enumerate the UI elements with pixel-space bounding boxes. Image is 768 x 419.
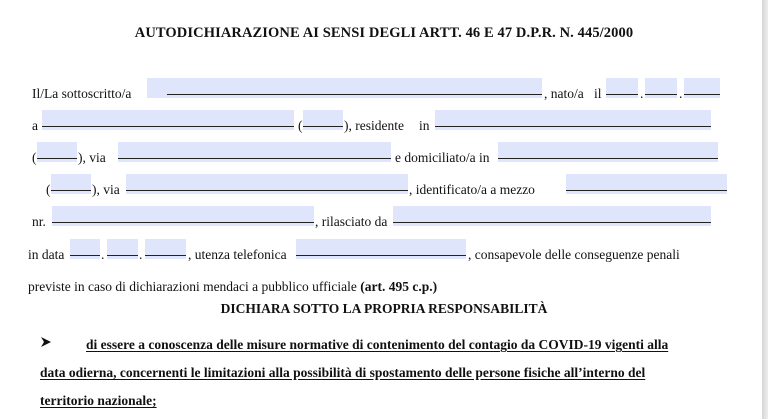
dichiara-heading: DICHIARA SOTTO LA PROPRIA RESPONSABILITÀ	[220, 301, 548, 316]
utenza-label: , utenza telefonica	[188, 247, 287, 262]
birth-place-field[interactable]	[42, 110, 294, 130]
birth-province-field[interactable]	[303, 110, 343, 130]
document-title: AUTODICHIARAZIONE AI SENSI DEGLI ARTT. 46 E 47 D.P.R. N. 445/2000	[134, 25, 634, 41]
residence-province-field[interactable]	[37, 142, 77, 162]
bullet-line-3: territorio nazionale;	[40, 393, 157, 408]
previste-text	[28, 279, 437, 295]
nato-label: , nato/a	[544, 86, 584, 101]
in-data-label: in data	[28, 247, 65, 262]
domicilio-label: e domiciliato/a in	[395, 150, 490, 165]
via-label: ), via	[78, 150, 106, 165]
paren-open: (	[46, 182, 51, 197]
birth-month-field[interactable]	[645, 78, 677, 98]
birth-day-field[interactable]	[606, 78, 638, 98]
domicile-street-field[interactable]	[126, 174, 408, 194]
consapevole-label: , consapevole delle conseguenze penali	[468, 247, 680, 262]
domicile-province-field[interactable]	[51, 174, 91, 194]
dot-separator: .	[101, 247, 105, 262]
arrowhead-bullet-icon	[40, 336, 52, 352]
paren-open: (	[298, 118, 303, 133]
sottoscritto-label: Il/La sottoscritto/a	[32, 86, 132, 101]
residente-label: ), residente	[344, 118, 404, 133]
document-number-field[interactable]	[52, 206, 314, 226]
in-label: in	[419, 118, 430, 133]
issued-by-field[interactable]	[393, 206, 711, 226]
phone-field[interactable]	[296, 239, 466, 259]
residence-street-field[interactable]	[118, 142, 391, 162]
identificato-label: , identificato/a a mezzo	[409, 182, 535, 197]
name-field[interactable]	[147, 78, 542, 98]
dot-separator: .	[679, 86, 683, 101]
birth-year-field[interactable]	[684, 78, 720, 98]
date-month-field[interactable]	[107, 239, 138, 259]
id-document-field[interactable]	[566, 174, 727, 194]
domicile-city-field[interactable]	[498, 142, 718, 162]
dot-separator: .	[139, 247, 143, 262]
a-label: a	[32, 118, 38, 133]
date-day-field[interactable]	[70, 239, 100, 259]
residence-city-field[interactable]	[435, 110, 711, 130]
rilasciato-label: , rilasciato da	[315, 214, 388, 229]
paren-open: (	[32, 150, 37, 165]
bullet-line-2: data odierna, concernenti le limitazioni alla possibilità di spostamento delle persone fisiche all’interno del	[40, 365, 646, 380]
dot-separator: .	[640, 86, 644, 101]
date-year-field[interactable]	[145, 239, 186, 259]
via-label: ), via	[92, 182, 120, 197]
previste-label: previste in caso di dichiarazioni mendaci a pubblico ufficiale	[28, 279, 357, 294]
il-label: il	[594, 86, 602, 101]
bullet-line-1: di essere a conoscenza delle misure normative di contenimento del contagio da COVID-19 vigenti alla	[86, 337, 669, 352]
art-reference: (art. 495 c.p.)	[360, 279, 438, 294]
nr-label: nr.	[32, 214, 46, 229]
page-edge	[762, 0, 768, 419]
